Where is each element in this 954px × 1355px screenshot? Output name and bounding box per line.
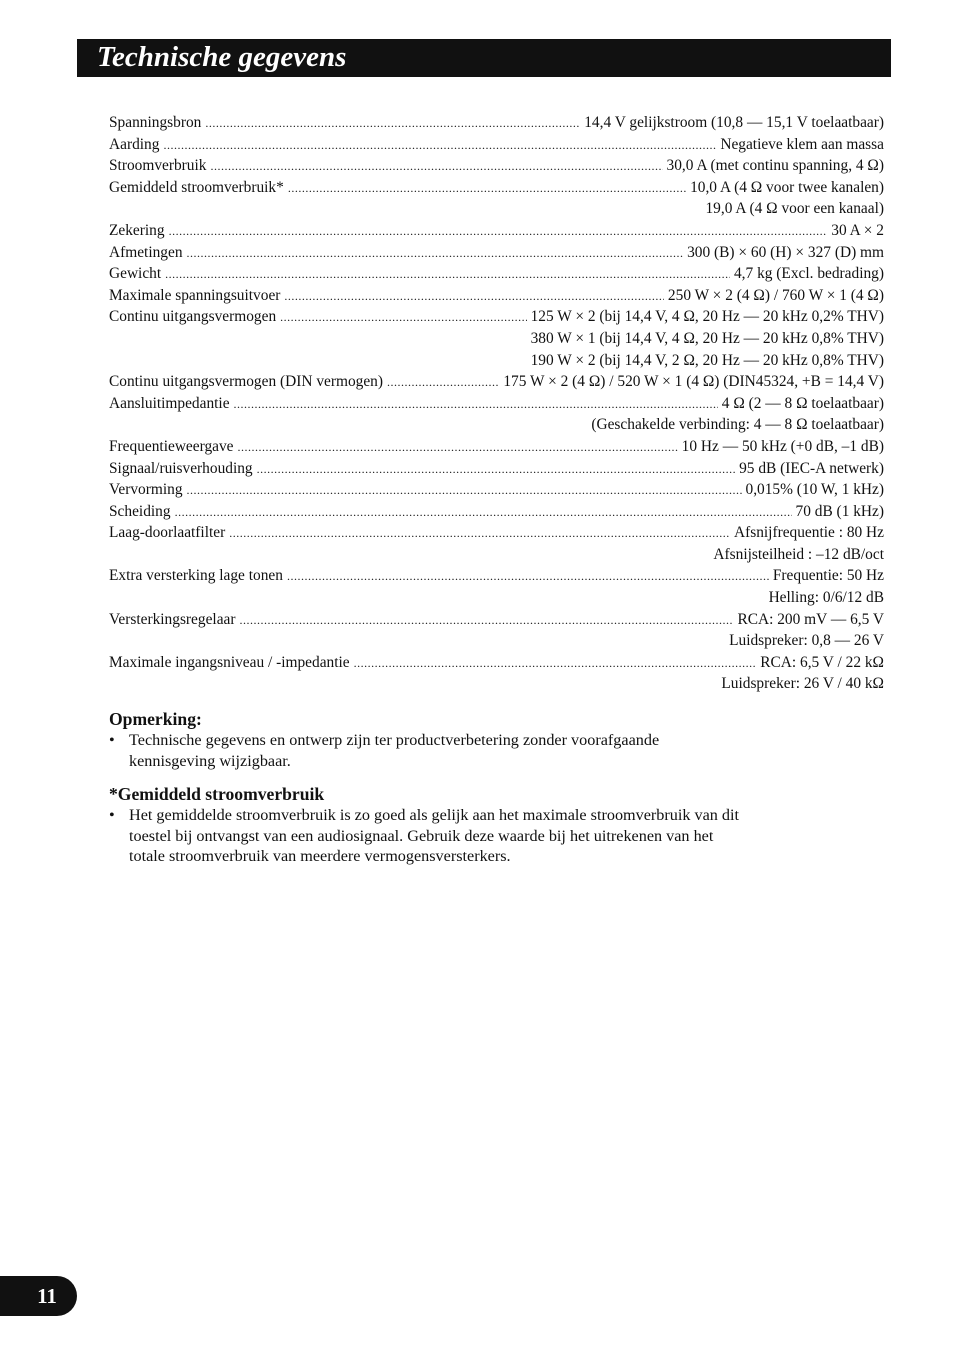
spec-value: 4,7 kg (Excl. bedrading) [733,265,884,283]
spec-value: 30,0 A (met continu spanning, 4 Ω) [666,157,884,175]
spec-row [109,544,884,566]
spec-value: 0,015% (10 W, 1 kHz) [745,481,884,499]
spec-value: RCA: 6,5 V / 22 kΩ [760,653,884,671]
spec-row [109,522,884,544]
spec-label: Extra versterking lage tonen [109,567,283,585]
note-bullet [109,730,749,771]
spec-label: Maximale ingangsniveau / -impedantie [109,653,350,671]
spec-value: Luidspreker: 26 V / 40 kΩ [721,675,884,693]
spec-value: Negatieve klem aan massa [720,135,884,153]
spec-label: Aarding [109,135,160,153]
dot-leader [175,502,792,524]
spec-label: Gemiddeld stroomverbruik* [109,178,284,196]
spec-value: 4 Ω (2 — 8 Ω toelaatbaar) [721,394,884,412]
spec-label: Maximale spanningsuitvoer [109,286,281,304]
spec-row [109,263,884,285]
dot-leader [169,221,828,243]
dot-leader [287,566,769,588]
spec-value: 175 W × 2 (4 Ω) / 520 W × 1 (4 Ω) (DIN45324, +B = 14,4 V) [503,373,884,391]
spec-row [109,134,884,156]
spec-value: Helling: 0/6/12 dB [768,589,884,607]
spec-value: 30 A × 2 [831,221,884,239]
spec-row [109,306,884,328]
bullet-mark: • [109,731,115,749]
spec-row [109,155,884,177]
spec-row [109,565,884,587]
dot-leader [210,156,662,178]
spec-row [109,198,884,220]
average-current-bullet [109,805,749,867]
spec-row [109,220,884,242]
page-number-tab [0,1276,77,1316]
spec-row [109,242,884,264]
spec-value: 300 (B) × 60 (H) × 327 (D) mm [687,243,884,261]
spec-row [109,652,884,674]
spec-value: 10,0 A (4 Ω voor twee kanalen) [690,178,884,196]
spec-label: Continu uitgangsvermogen [109,308,277,326]
spec-table [109,112,884,695]
spec-row [109,609,884,631]
spec-value: 250 W × 2 (4 Ω) / 760 W × 1 (4 Ω) [667,286,884,304]
average-current-text: Het gemiddelde stroomverbruik is zo goed als gelijk aan het maximale stroomverbruik van dit toestel bij ontvangst van een audiosignaal. Gebruik deze waarde bij het uitrekenen van het totale stroomverbruik van meerdere vermogensversterkers. [129,806,740,865]
spec-value: Afsnijfrequentie : 80 Hz [733,524,884,542]
spec-value: 19,0 A (4 Ω voor een kanaal) [705,200,884,218]
dot-leader [165,264,730,286]
spec-label: Laag-doorlaatfilter [109,524,226,542]
spec-value: 125 W × 2 (bij 14,4 V, 4 Ω, 20 Hz — 20 kHz 0,2% THV) [530,308,884,326]
spec-row [109,177,884,199]
note-heading: Opmerking: [109,709,202,729]
dot-leader [163,135,716,157]
dot-leader [187,480,742,502]
dot-leader [284,286,664,308]
spec-label: Stroomverbruik [109,157,207,175]
spec-row [109,112,884,134]
spec-value: RCA: 200 mV — 6,5 V [737,610,884,628]
spec-row [109,393,884,415]
spec-row [109,501,884,523]
notes-section [109,708,749,867]
dot-leader [257,459,735,481]
bullet-mark: • [109,806,115,824]
spec-row [109,414,884,436]
note-text: Technische gegevens en ontwerp zijn ter productverbetering zonder voorafgaande kennisgeving wijzigbaar. [129,731,660,770]
spec-value: (Geschakelde verbinding: 4 — 8 Ω toelaatbaar) [591,416,884,434]
spec-value: 190 W × 2 (bij 14,4 V, 2 Ω, 20 Hz — 20 kHz 0,8% THV) [530,351,884,369]
dot-leader [239,610,733,632]
dot-leader [354,653,757,675]
spec-label: Scheiding [109,502,171,520]
spec-row [109,479,884,501]
header-bar [77,39,891,77]
spec-value: 380 W × 1 (bij 14,4 V, 4 Ω, 20 Hz — 20 kHz 0,8% THV) [530,329,884,347]
spec-label: Zekering [109,221,165,239]
dot-leader [288,178,686,200]
spec-row [109,458,884,480]
dot-leader [280,307,526,329]
spec-row [109,436,884,458]
dot-leader [187,243,684,265]
spec-value: 70 dB (1 kHz) [795,502,884,520]
spec-label: Continu uitgangsvermogen (DIN vermogen) [109,373,383,391]
dot-leader [234,394,718,416]
dot-leader [205,113,580,135]
spec-value: Luidspreker: 0,8 — 26 V [729,632,884,650]
spec-value: 14,4 V gelijkstroom (10,8 — 15,1 V toelaatbaar) [584,114,884,131]
spec-row [109,630,884,652]
spec-label: Gewicht [109,265,162,283]
dot-leader [229,523,730,545]
spec-value: 95 dB (IEC-A netwerk) [739,459,884,477]
spec-label: Signaal/ruisverhouding [109,459,253,477]
spec-row [109,350,884,372]
spec-label: Vervorming [109,481,183,499]
spec-row [109,371,884,393]
spec-row [109,587,884,609]
page-title: Technische gegevens [97,41,347,73]
page-number: 11 [37,1284,57,1308]
spec-label: Spanningsbron [109,114,202,131]
average-current-heading: *Gemiddeld stroomverbruik [109,784,325,804]
dot-leader [387,372,499,394]
spec-label: Afmetingen [109,243,183,261]
spec-row [109,328,884,350]
spec-value: 10 Hz — 50 kHz (+0 dB, –1 dB) [681,437,884,455]
spec-label: Aansluitimpedantie [109,394,230,412]
spec-row [109,285,884,307]
spec-value: Frequentie: 50 Hz [772,567,884,585]
spec-label: Frequentieweergave [109,437,234,455]
spec-row [109,673,884,695]
spec-value: Afsnijsteilheid : –12 dB/oct [713,545,884,563]
dot-leader [238,437,678,459]
spec-label: Versterkingsregelaar [109,610,236,628]
